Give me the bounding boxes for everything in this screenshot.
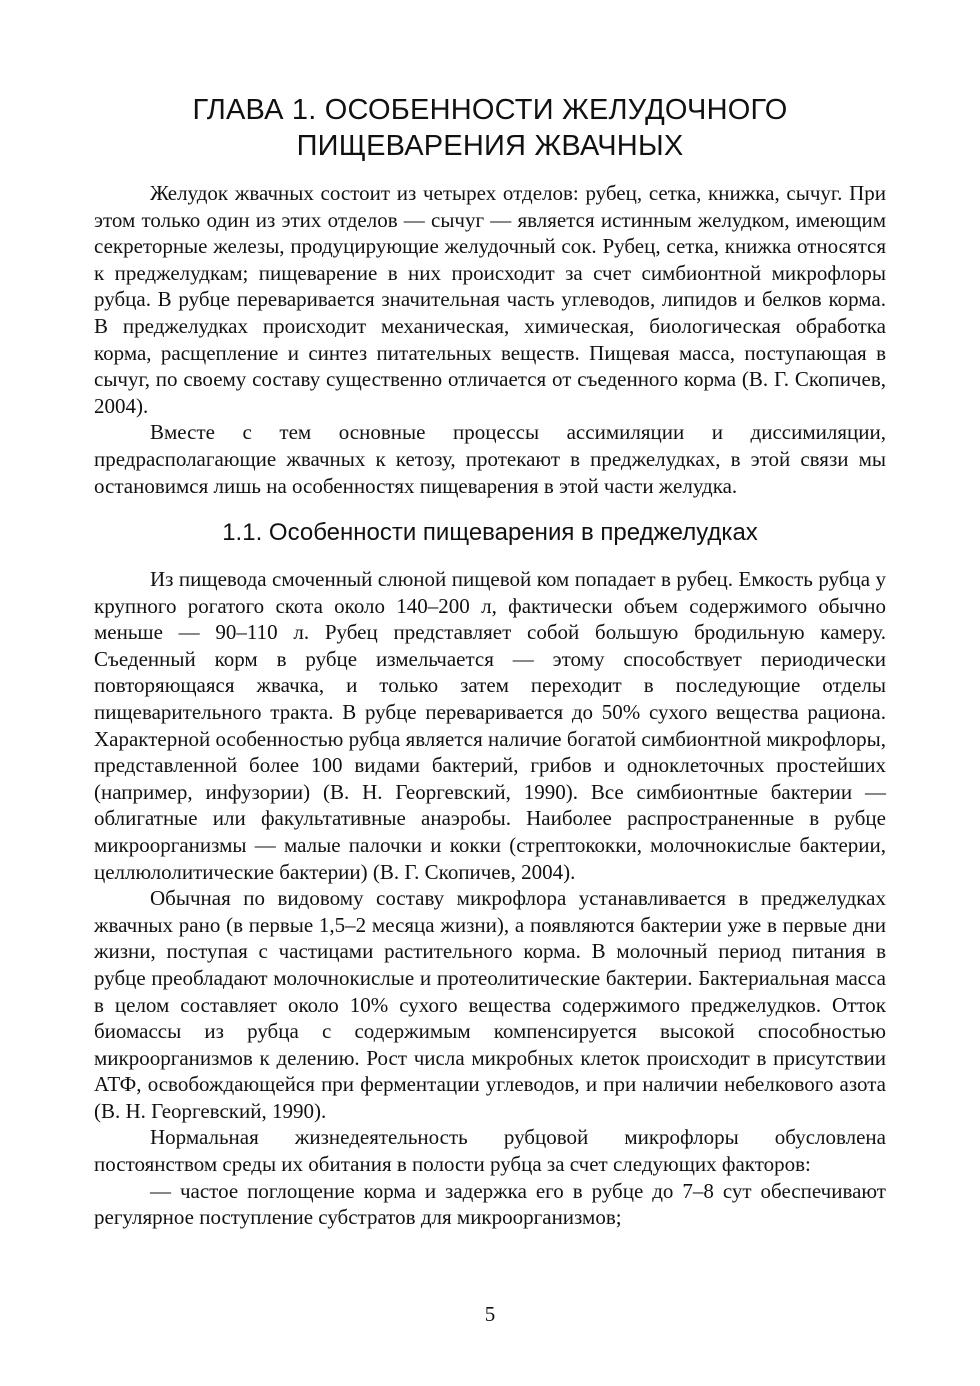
paragraph: Нормальная жизнедеятельность рубцовой микрофлоры обусловлена постоянством среды их обитания в полости рубца за счет следующих факторов: xyxy=(94,1125,886,1177)
list-item: — частое поглощение корма и задержка его в рубце до 7–8 сут обеспечивают регулярное поступление субстратов для микроорганизмов; xyxy=(94,1178,886,1230)
chapter-title-line-2: ПИЩЕВАРЕНИЯ ЖВАЧНЫХ xyxy=(296,130,684,162)
chapter-intro xyxy=(94,180,886,499)
chapter-title-line-1: ГЛАВА 1. ОСОБЕННОСТИ ЖЕЛУДОЧНОГО xyxy=(192,94,788,126)
paragraph: Из пищевода смоченный слюной пищевой ком попадает в рубец. Емкость рубца у крупного рогатого скота около 140–200 л, фактически объем содержимого обычно меньше — 90–110 л. Рубец представляет собой большую бродильную камеру. Съеденный корм в рубце измельчается — этому способствует периодически повторяющаяся жвачка, и только затем переходит в последующие отделы пищеварительного тракта. В рубце переваривается до 50% сухого вещества рациона. Характерной особенностью рубца является наличие богатой симбионтной микрофлоры, представленной более 100 видами бактерий, грибов и одноклеточных простейших (например, инфузории) (В. Н. Георгевский, 1990). Все симбионтные бактерии — облигатные или факультативные анаэробы. Наиболее распространенные в рубце микроорганизмы — малые палочки и кокки (стрептококки, молочнокислые бактерии, целлюлолитические бактерии) (В. Г. Скопичев, 2004). xyxy=(94,567,886,884)
section-body xyxy=(94,566,886,1231)
paragraph: Желудок жвачных состоит из четырех отделов: рубец, сетка, книжка, сычуг. При этом только один из этих отделов — сычуг — является истинным желудком, имеющим секреторные железы, продуцирующие желудочный сок. Рубец, сетка, книжка относятся к преджелудкам; пищеварение в них происходит за счет симбионтной микрофлоры рубца. В рубце переваривается значительная часть углеводов, липидов и белков корма. В преджелудках происходит механическая, химическая, биологическая обработка корма, расщепление и синтез питательных веществ. Пищевая масса, поступающая в сычуг, по своему составу существенно отличается от съеденного корма (В. Г. Скопичев, 2004). xyxy=(94,181,886,418)
page-number: 5 xyxy=(484,1302,496,1326)
paragraph: Вместе с тем основные процессы ассимиляции и диссимиляции, предрасполагающие жвачных к кетозу, протекают в преджелудках, в этой связи мы остановимся лишь на особенностях пищеварения в этой части желудка. xyxy=(94,420,886,498)
paragraph: Обычная по видовому составу микрофлора устанавливается в преджелудках жвачных рано (в первые 1,5–2 месяца жизни), а появляются бактерии уже в первые дни жизни, поступая с частицами растительного корма. В молочный период питания в рубце преобладают молочнокислые и протеолитические бактерии. Бактериальная масса в целом составляет около 10% сухого вещества содержимого преджелудков. Отток биомассы из рубца с содержимым компенсируется высокой способностью микроорганизмов к делению. Рост числа микробных клеток происходит в присутствии АТФ, освобождающейся при ферментации углеводов, и при наличии небелкового азота (В. Н. Георгевский, 1990). xyxy=(94,886,886,1123)
section-title: 1.1. Особенности пищеварения в преджелудках xyxy=(222,519,758,546)
chapter-title xyxy=(94,92,886,164)
